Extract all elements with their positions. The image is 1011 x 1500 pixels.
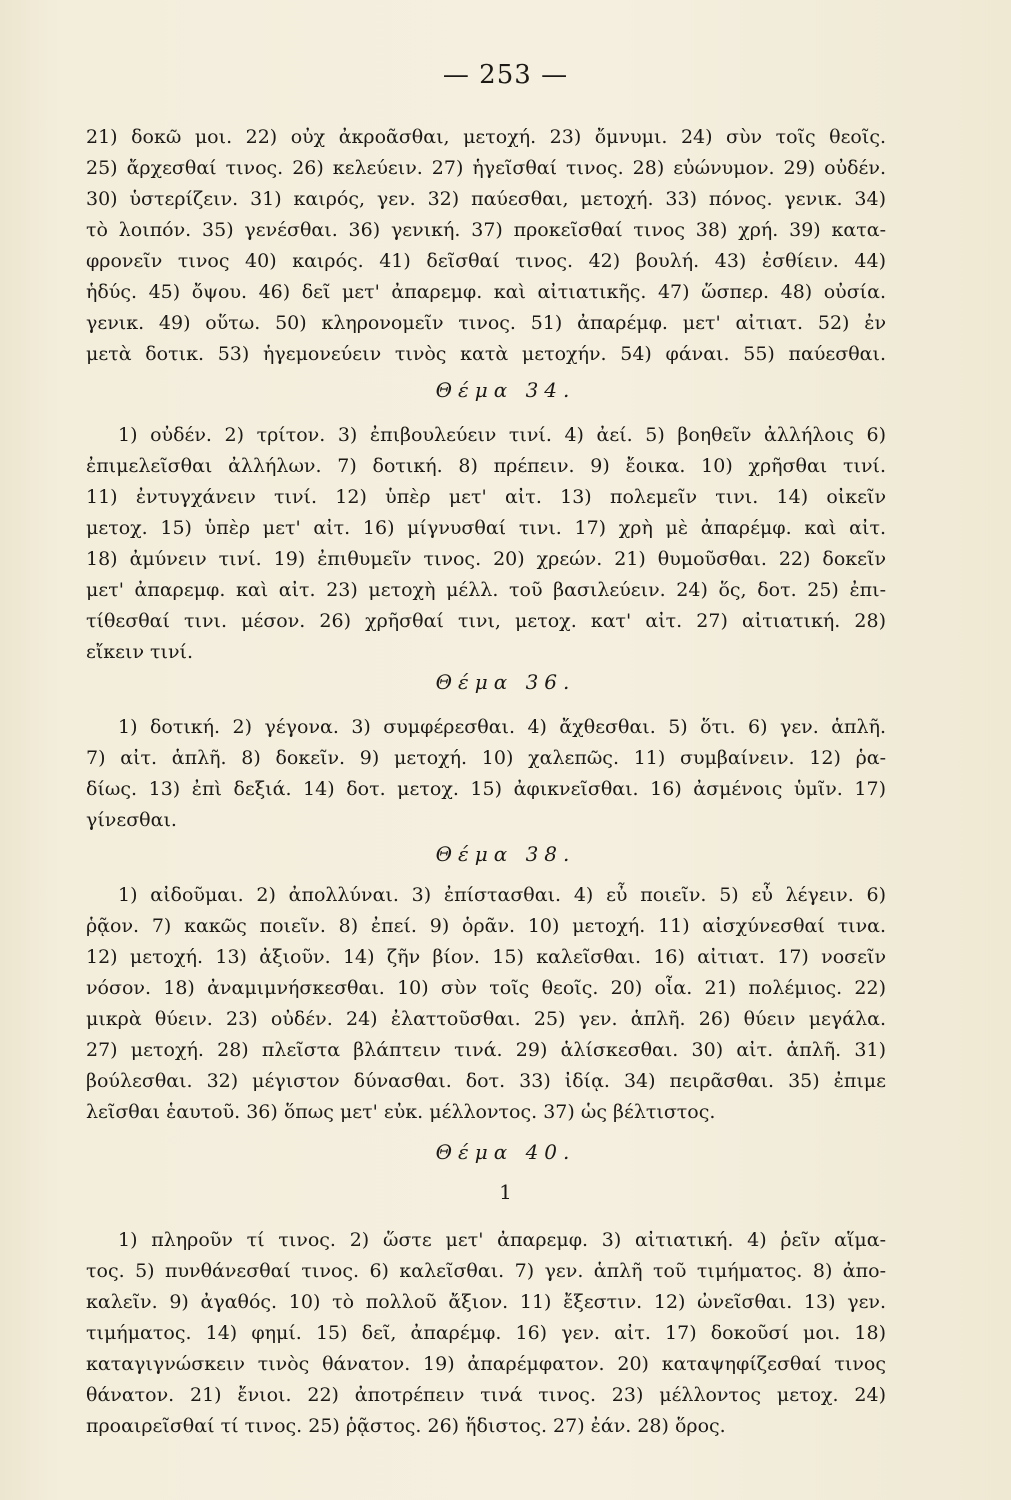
text-line: μετοχ. 15) ὑπὲρ μετ' αἰτ. 16) μίγνυσθαί τινι. 17) χρὴ μὲ ἀπαρέμφ. καὶ αἰτ. [86,517,886,539]
text-line: 1) πληροῦν τί τινος. 2) ὥστε μετ' ἀπαρεμφ. 3) αἰτιατική. 4) ῥεῖν αἵμα- [118,1229,886,1251]
text-line: γίνεσθαι. [86,809,177,831]
text-line: δίως. 13) ἐπὶ δεξιά. 14) δοτ. μετοχ. 15) ἀφικνεῖσθαι. 16) ἀσμένοις ὑμῖν. 17) [86,778,886,800]
text-line: 18) ἀμύνειν τινί. 19) ἐπιθυμεῖν τινος. 20) χρεών. 21) θυμοῦσθαι. 22) δοκεῖν [86,548,886,570]
text-line: καταγιγνώσκειν τινὸς θάνατον. 19) ἀπαρέμφατον. 20) καταψηφίζεσθαί τινος [86,1353,886,1375]
text-line: ἡδύς. 45) ὄψου. 46) δεῖ μετ' ἀπαρεμφ. καὶ αἰτιατικῆς. 47) ὥσπερ. 48) οὐσία. [86,281,886,303]
text-line: 7) αἰτ. ἁπλῆ. 8) δοκεῖν. 9) μετοχή. 10) χαλεπῶς. 11) συμβαίνειν. 12) ῥα- [86,747,886,769]
answer-block-34 [86,420,886,668]
text-line: λεῖσθαι ἑαυτοῦ. 36) ὅπως μετ' εὐκ. μέλλοντος. 37) ὡς βέλτιστος. [86,1101,716,1123]
text-line: 27) μετοχή. 28) πλεῖστα βλάπτειν τινά. 29) ἁλίσκεσθαι. 30) αἰτ. ἁπλῆ. 31) [86,1039,886,1061]
text-line: μετὰ δοτικ. 53) ἡγεμονεύειν τινὸς κατὰ μετοχήν. 54) φάναι. 55) παύεσθαι. [86,343,886,365]
section-heading-34: Θέμα 34. [435,378,576,402]
text-line: τὸ λοιπόν. 35) γενέσθαι. 36) γενική. 37) προκεῖσθαί τινος 38) χρή. 39) κατα- [86,219,886,241]
text-line: φρονεῖν τινος 40) καιρός. 41) δεῖσθαί τινος. 42) βουλή. 43) ἐσθίειν. 44) [86,250,886,272]
text-line: 25) ἄρχεσθαί τινος. 26) κελεύειν. 27) ἡγεῖσθαί τινος. 28) εὐώνυμον. 29) οὐδέν. [86,157,886,179]
text-line: γενικ. 49) οὕτω. 50) κληρονομεῖν τινος. 51) ἀπαρέμφ. μετ' αἰτιατ. 52) ἐν [86,312,886,334]
text-line: τίθεσθαί τινι. μέσον. 26) χρῆσθαί τινι, μετοχ. κατ' αἰτ. 27) αἰτιατική. 28) [86,610,886,632]
section-heading-36: Θέμα 36. [435,670,576,694]
section-heading-40: Θέμα 40. [435,1140,576,1164]
answer-block-36 [86,712,886,836]
text-line: νόσον. 18) ἀναμιμνήσκεσθαι. 10) σὺν τοῖς θεοῖς. 20) οἷα. 21) πολέμιος. 22) [86,977,886,999]
text-line: μικρὰ θύειν. 23) οὐδέν. 24) ἐλαττοῦσθαι. 25) γεν. ἁπλῆ. 26) θύειν μεγάλα. [86,1008,886,1030]
text-line: θάνατον. 21) ἔνιοι. 22) ἀποτρέπειν τινά τινος. 23) μέλλοντος μετοχ. 24) [86,1384,886,1406]
text-line: μετ' ἀπαρεμφ. καὶ αἰτ. 23) μετοχὴ μέλλ. τοῦ βασιλεύειν. 24) ὅς, δοτ. 25) ἐπι- [86,579,886,601]
text-line: τος. 5) πυνθάνεσθαί τινος. 6) καλεῖσθαι. 7) γεν. ἁπλῆ τοῦ τιμήματος. 8) ἀπο- [86,1260,886,1282]
text-line: εἴκειν τινί. [86,641,194,663]
text-line: τιμήματος. 14) φημί. 15) δεῖ, ἀπαρέμφ. 16) γεν. αἰτ. 17) δοκοῦσί μοι. 18) [86,1322,886,1344]
text-line: 1) δοτική. 2) γέγονα. 3) συμφέρεσθαι. 4) ἄχθεσθαι. 5) ὅτι. 6) γεν. ἁπλῆ. [118,716,886,738]
section-heading-38: Θέμα 38. [435,842,576,866]
answer-block-40 [86,1225,886,1442]
text-line: ἐπιμελεῖσθαι ἀλλήλων. 7) δοτική. 8) πρέπειν. 9) ἔοικα. 10) χρῆσθαι τινί. [86,455,886,477]
text-line: βούλεσθαι. 32) μέγιστον δύνασθαι. δοτ. 33) ἰδίᾳ. 34) πειρᾶσθαι. 35) ἐπιμε [86,1070,886,1092]
text-line: ῥᾷον. 7) κακῶς ποιεῖν. 8) ἐπεί. 9) ὁρᾶν. 10) μετοχή. 11) αἰσχύνεσθαί τινα. [86,915,886,937]
text-line: 1) αἰδοῦμαι. 2) ἀπολλύναι. 3) ἐπίστασθαι. 4) εὖ ποιεῖν. 5) εὖ λέγειν. 6) [118,884,886,906]
text-line: 21) δοκῶ μοι. 22) οὐχ ἀκροᾶσθαι, μετοχή. 23) ὄμνυμι. 24) σὺν τοῖς θεοῖς. [86,126,886,148]
answer-block-38 [86,880,886,1128]
answer-block-continued [86,122,886,370]
page-number: — 253 — [442,60,569,90]
subsection-number: 1 [499,1180,512,1204]
text-line: 11) ἐντυγχάνειν τινί. 12) ὑπὲρ μετ' αἰτ. 13) πολεμεῖν τινι. 14) οἰκεῖν [86,486,886,508]
text-line: καλεῖν. 9) ἀγαθός. 10) τὸ πολλοῦ ἄξιον. 11) ἔξεστιν. 12) ὠνεῖσθαι. 13) γεν. [86,1291,886,1313]
text-line: 12) μετοχή. 13) ἀξιοῦν. 14) ζῆν βίον. 15) καλεῖσθαι. 16) αἰτιατ. 17) νοσεῖν [86,946,886,968]
text-line: 30) ὑστερίζειν. 31) καιρός, γεν. 32) παύεσθαι, μετοχή. 33) πόνος. γενικ. 34) [86,188,886,210]
text-line: 1) οὐδέν. 2) τρίτον. 3) ἐπιβουλεύειν τινί. 4) ἀεί. 5) βοηθεῖν ἀλλήλοις 6) [118,424,886,446]
text-line: προαιρεῖσθαί τί τινος. 25) ῥᾷστος. 26) ἥδιστος. 27) ἐάν. 28) ὅρος. [86,1415,726,1437]
